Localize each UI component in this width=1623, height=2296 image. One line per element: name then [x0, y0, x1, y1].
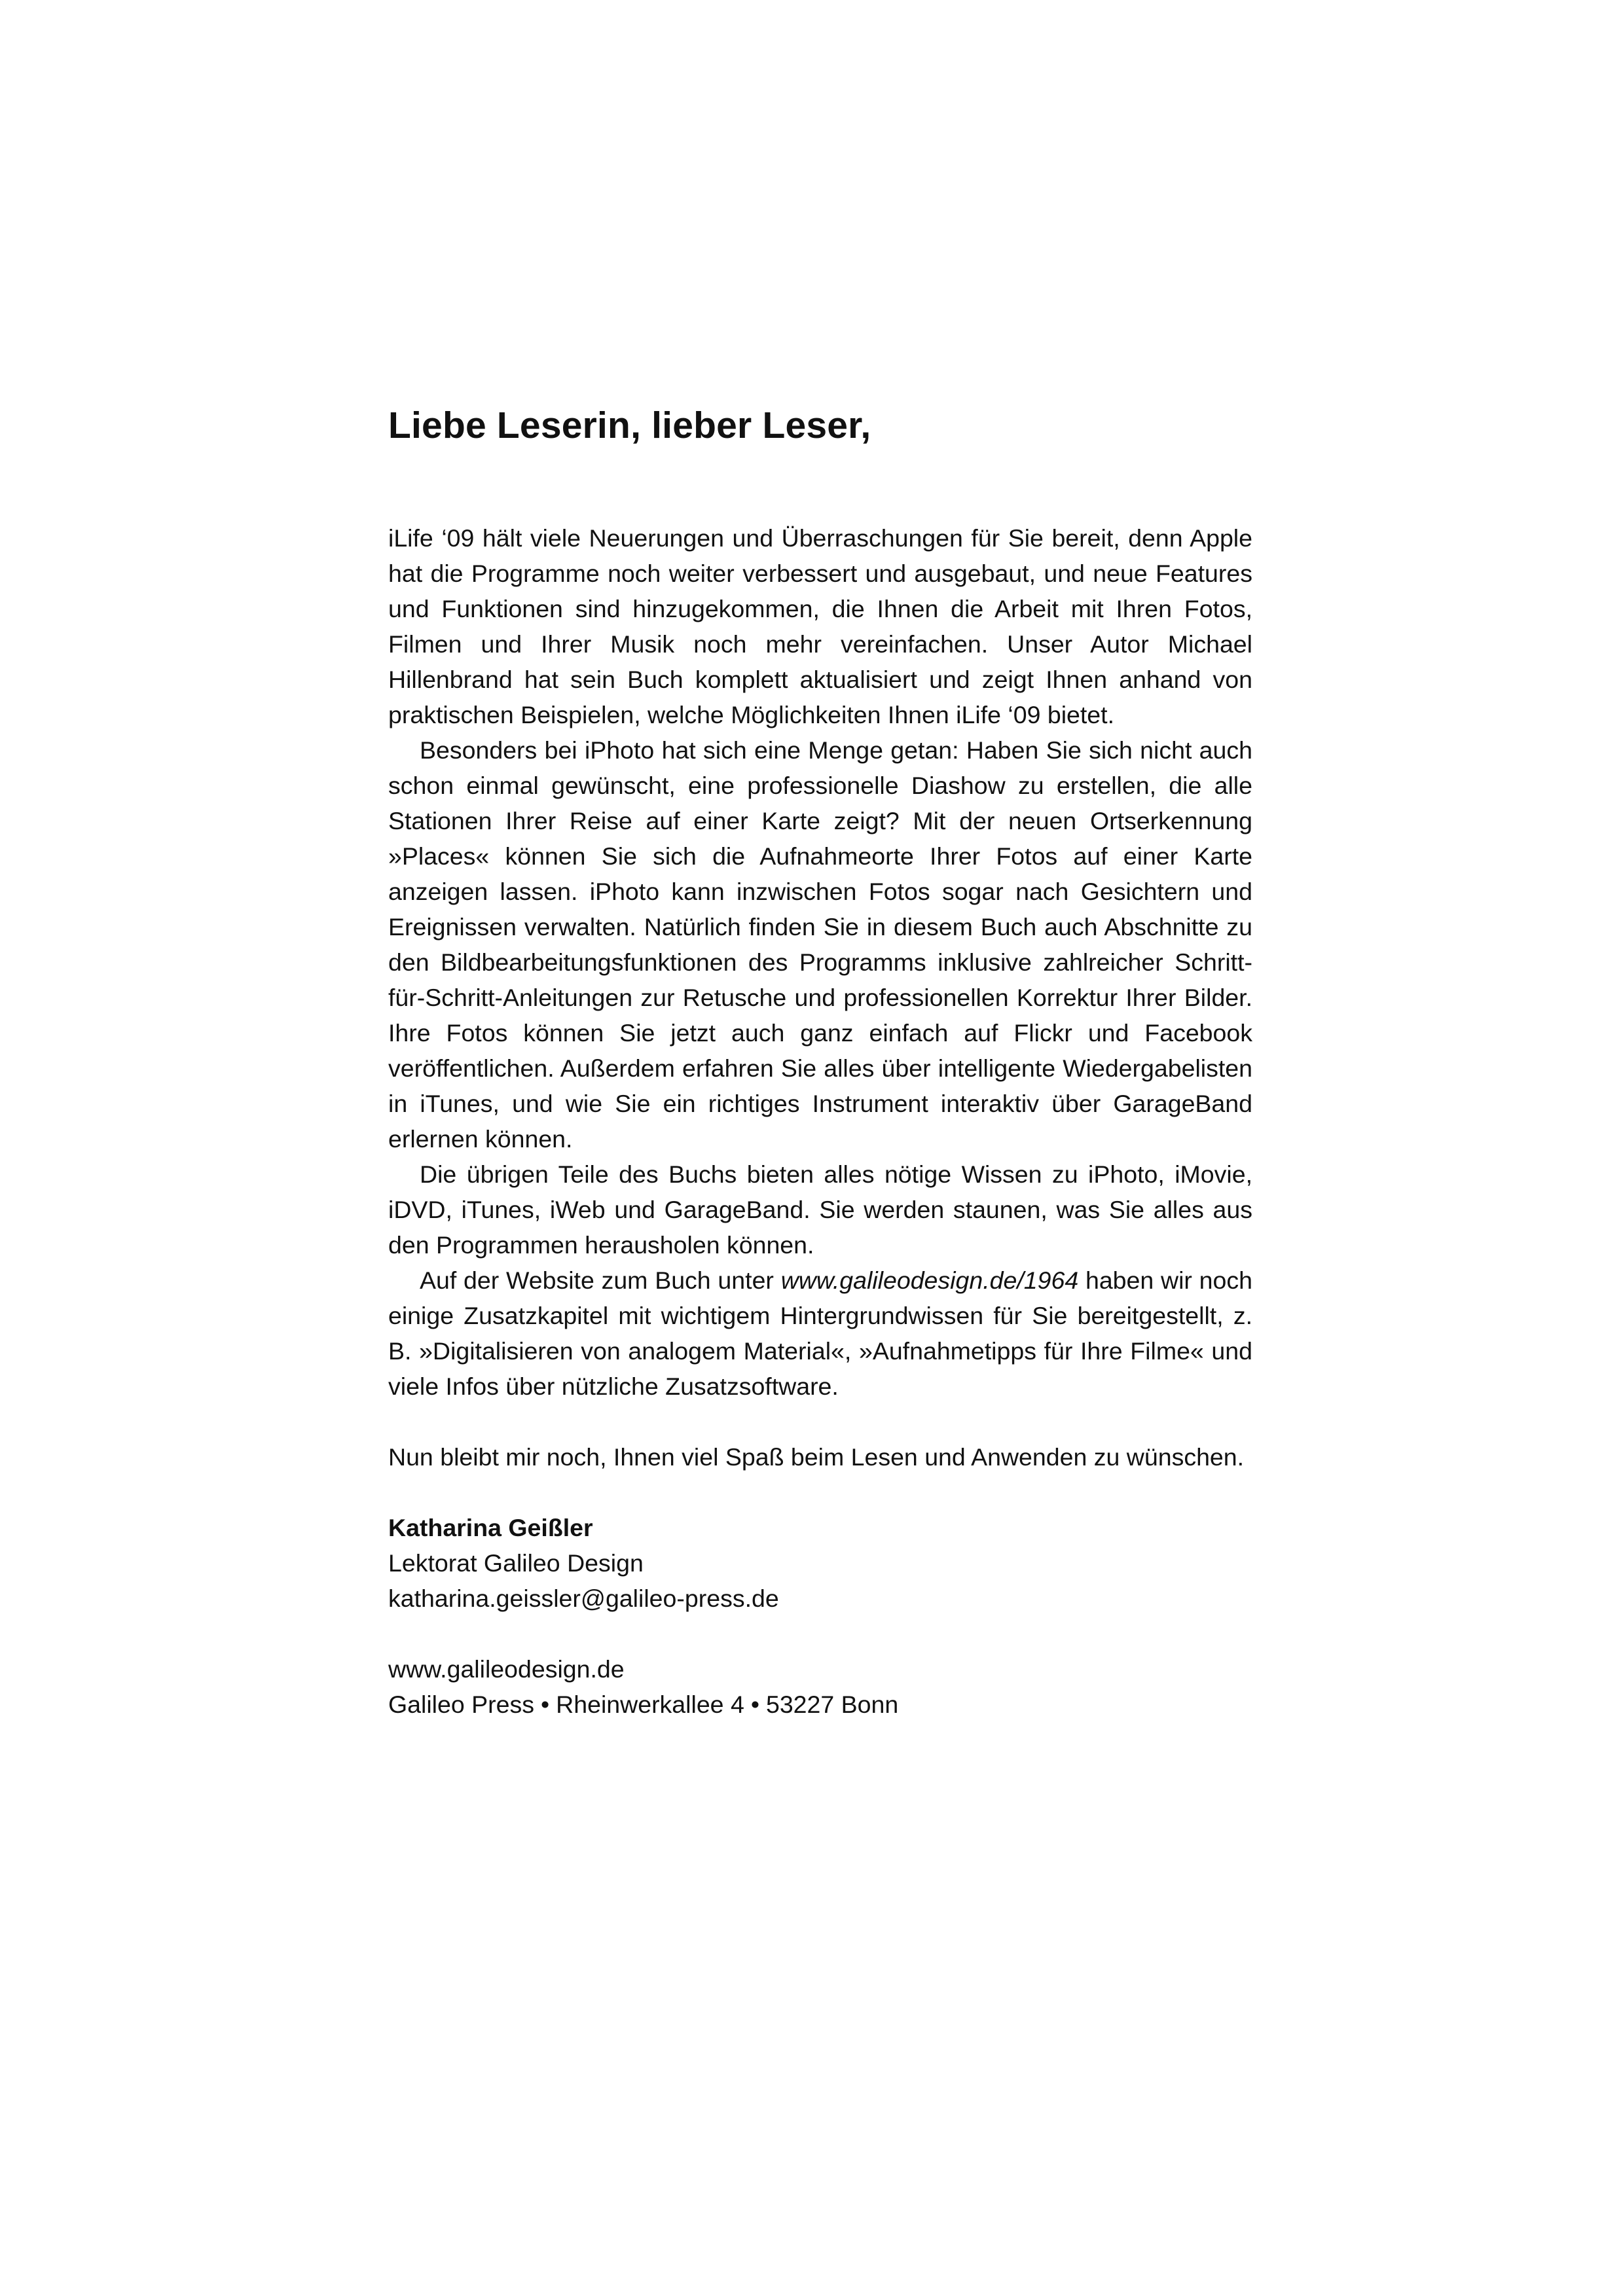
signature-email[interactable]: katharina.geissler@galileo-press.de: [388, 1585, 779, 1612]
publisher-address: [388, 1687, 1252, 1722]
publisher-city: 53227 Bonn: [765, 1691, 899, 1718]
signature-name: Katharina Geißler: [388, 1514, 593, 1541]
letter-heading: Liebe Leserin, lieber Leser,: [388, 404, 871, 446]
book-website-link[interactable]: www.galileodesign.de/1964: [780, 1266, 1079, 1294]
publisher-name: Galileo Press: [388, 1691, 535, 1718]
paragraph-other-parts: Die übrigen Teile des Buchs bieten alles nötige Wissen zu iPhoto, iMovie, iDVD, iTunes, iWeb und GarageBand. Sie werden staunen, was Sie alles aus den Programmen herausholen können.: [388, 1160, 1252, 1259]
paragraph-iphoto: Besonders bei iPhoto hat sich eine Menge getan: Haben Sie sich nicht auch schon einmal gewünscht, eine professionelle Diashow zu erstellen, die alle Stationen Ihrer Reise auf einer Karte zeigt? Mit der neuen Ortserkennung »Places« können Sie sich die Aufnahmeorte Ihrer Fotos auf einer Karte anzeigen lassen. iPhoto kann inzwischen Fotos sogar nach Gesichtern und Ereignissen verwalten. Natürlich finden Sie in diesem Buch auch Abschnitte zu den Bildbearbeitungsfunktionen des Programms inklusive zahlreicher Schritt-für-Schritt-Anleitungen zur Retusche und professionellen Korrektur Ihrer Bilder. Ihre Fotos können Sie jetzt auch ganz einfach auf Flickr und Facebook veröffentlichen. Außerdem erfahren Sie alles über intelligente Wiedergabelisten in iTunes, und wie Sie ein richtiges Instrument interaktiv über GarageBand erlernen können.: [388, 736, 1252, 1153]
publisher-website[interactable]: www.galileodesign.de: [388, 1655, 625, 1683]
publisher-contact: [388, 1651, 1252, 1722]
paragraph-closing: Nun bleibt mir noch, Ihnen viel Spaß beim Lesen und Anwenden zu wünschen.: [388, 1443, 1245, 1471]
paragraph-website-rest: haben wir noch einige Zusatzkapitel mit wichtigem Hintergrundwissen für Sie bereitgestellt, z. B. »Digitalisieren von analogem Material«, »Aufnahmetipps für Ihre Filme« und viele Infos über nützliche Zusatzsoftware.: [388, 1266, 1252, 1400]
paragraph-intro: iLife ‘09 hält viele Neuerungen und Überraschungen für Sie bereit, denn Apple hat die Programme noch weiter verbessert und ausgebaut, und neue Features und Funktionen sind hinzugekommen, die Ihnen die Arbeit mit Ihren Fotos, Filmen und Ihrer Musik noch mehr vereinfachen. Unser Autor Michael Hillenbrand hat sein Buch komplett aktualisiert und zeigt Ihnen anhand von praktischen Beispielen, welche Möglichkeiten Ihnen iLife ‘09 bietet.: [388, 524, 1252, 728]
letter: [388, 399, 1252, 1722]
signature-department: Lektorat Galileo Design: [388, 1549, 644, 1577]
separator-bullet: •: [541, 1691, 550, 1718]
signature-block: [388, 1510, 1252, 1616]
paragraph-website-lead: Auf der Website zum Buch unter: [420, 1266, 781, 1294]
separator-bullet: •: [750, 1691, 759, 1718]
paragraph-website: [388, 1263, 1252, 1404]
publisher-street: Rheinwerkallee 4: [556, 1691, 744, 1718]
letter-body: [388, 520, 1252, 1475]
